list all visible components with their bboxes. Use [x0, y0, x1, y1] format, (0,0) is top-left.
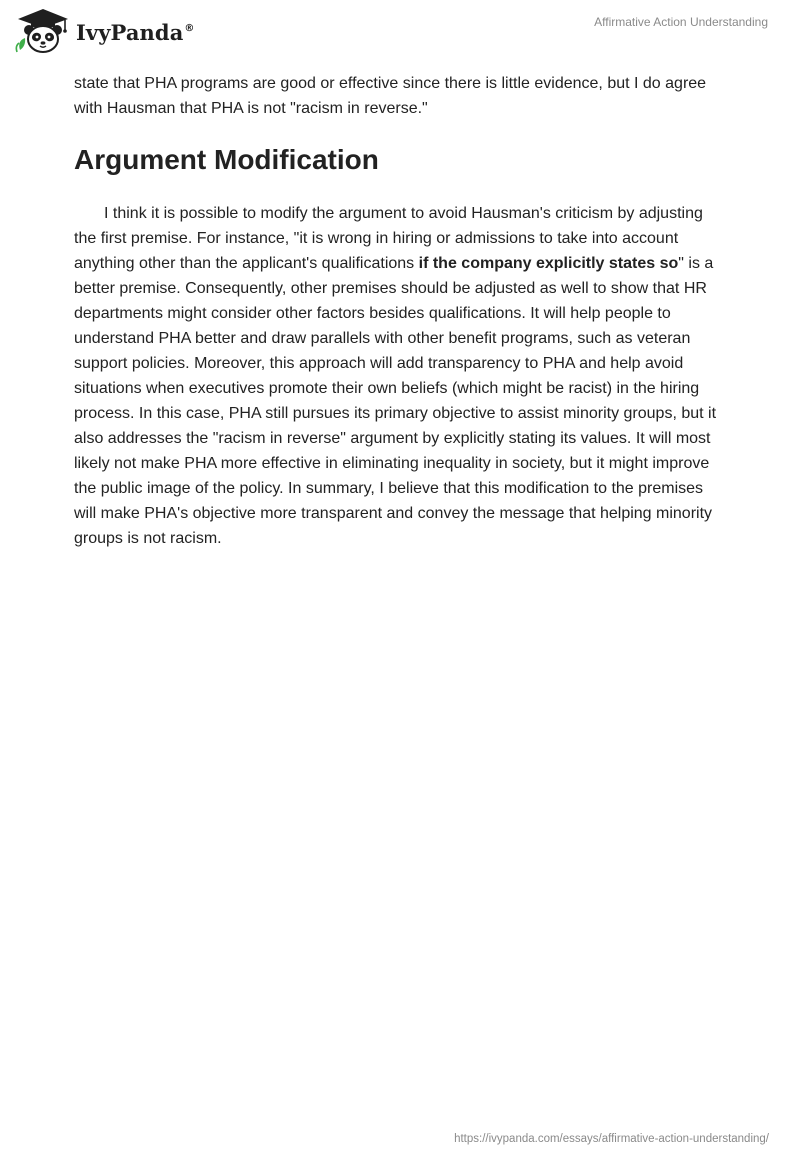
body-text-before-bold: I think it is possible to modify the argument to avoid Hausman's criticism by adjusting the first premise. For instance, "it is wrong in hiring or admissions to take into account anything other than the applicant's qualifications — [74, 205, 703, 272]
logo-wordmark: IvyPanda® — [76, 19, 195, 45]
page-header — [0, 0, 800, 62]
source-url[interactable]: https://ivypanda.com/essays/affirmative-action-understanding/ — [454, 1133, 769, 1145]
body-text-bold: if the company explicitly states so — [418, 255, 679, 272]
document-title: Affirmative Action Understanding — [594, 15, 768, 29]
body-text-after-bold: " is a better premise. Consequently, other premises should be adjusted as well to show that HR departments might consider other factors besides qualifications. It will help people to understand PHA better and draw parallels with other benefit programs, such as veteran support policies. Moreover, this approach will add transparency to PHA and help avoid situations when executives promote their own beliefs (which might be racist) in the hiring process. In this case, PHA still pursues its primary objective to assist minority groups, but it also addresses the "racism in reverse" argument by explicitly stating its values. It will most likely not make PHA more effective in eliminating inequality in society, but it might improve the public image of the policy. In summary, I believe that this modification to the premises will make PHA's objective more transparent and convey the message that helping minority groups is not racism. — [74, 255, 717, 547]
ivypanda-logo[interactable] — [14, 8, 195, 54]
section-heading: Argument Modification — [74, 144, 379, 175]
registered-mark: ® — [184, 22, 195, 34]
essay-content — [74, 71, 722, 551]
intro-paragraph: state that PHA programs are good or effective since there is little evidence, but I do agree with Hausman that PHA is not "racism in reverse." — [74, 75, 707, 117]
panda-graduate-icon — [14, 8, 72, 54]
body-paragraph — [74, 201, 722, 551]
